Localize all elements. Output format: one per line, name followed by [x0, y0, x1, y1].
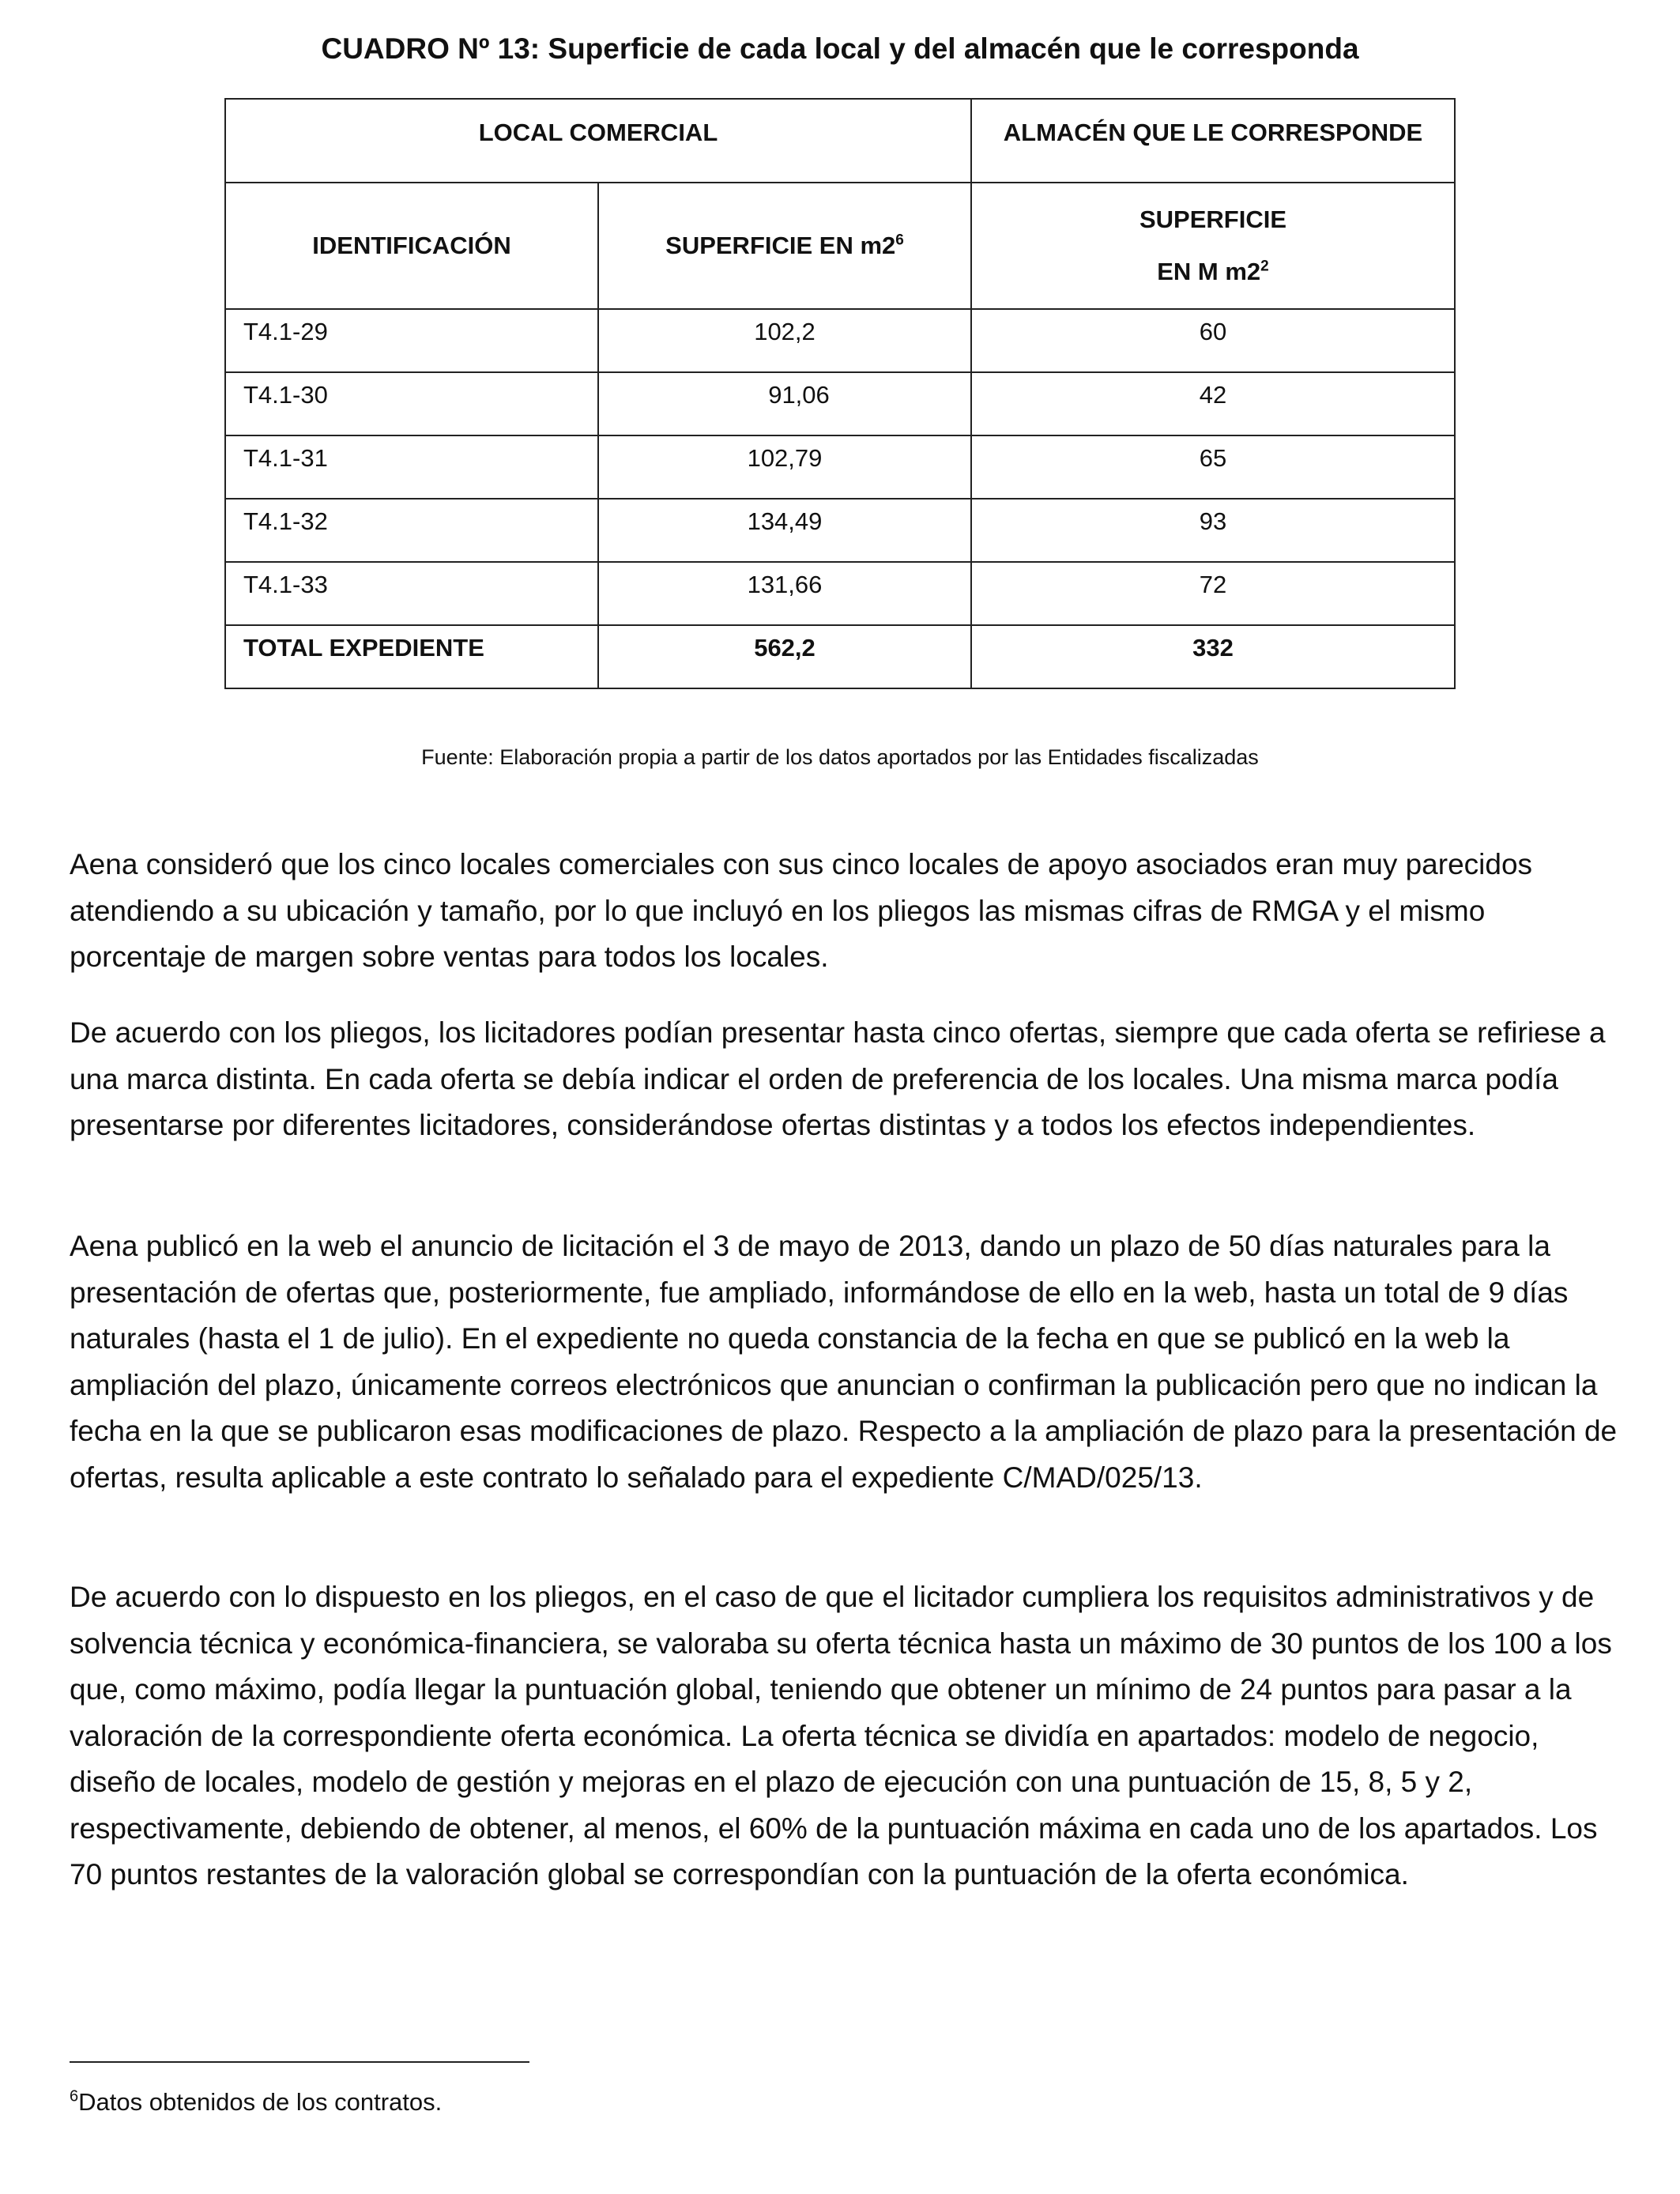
table-total-row: [225, 625, 1455, 688]
table-source-note: Fuente: Elaboración propia a partir de los datos aportados por las Entidades fiscalizadas: [421, 745, 1259, 769]
cell-total-label: TOTAL EXPEDIENTE: [225, 625, 598, 688]
body-paragraph: De acuerdo con lo dispuesto en los pliegos, en el caso de que el licitador cumpliera los requisitos administrativos y de solvencia técnica y económica-financiera, se valoraba su oferta técnica hasta un máximo de 30 puntos de los 100 a los que, como máximo, podía llegar la puntuación global, teniendo que obtener un mínimo de 24 puntos para pasar a la valoración de la correspondiente oferta económica. La oferta técnica se dividía en apartados: modelo de negocio, diseño de locales, modelo de gestión y mejoras en el plazo de ejecución con una puntuación de 15, 8, 5 y 2, respectivamente, debiendo de obtener, al menos, el 60% de la puntuación máxima en cada uno de los apartados. Los 70 puntos restantes de la valoración global se correspondían con la puntuación de la oferta económica.: [70, 1581, 1612, 1891]
column-header-almacen-line1: SUPERFICIE: [1139, 205, 1287, 233]
column-header-identificacion-label: IDENTIFICACIÓN: [312, 232, 511, 259]
footnote-divider: [70, 2061, 529, 2063]
footnote-ref-almacen: 2: [1260, 258, 1269, 275]
cell-identificacion: T4.1-29: [225, 309, 598, 372]
surface-table: [224, 98, 1456, 689]
table-row: [225, 562, 1455, 625]
body-paragraph: Aena consideró que los cinco locales comerciales con sus cinco locales de apoyo asociados eran muy parecidos atendiendo a su ubicación y tamaño, por lo que incluyó en los pliegos las mismas cifras de RMGA y el mismo porcentaje de margen sobre ventas para todos los locales.: [70, 848, 1533, 973]
cell-identificacion: T4.1-32: [225, 499, 598, 562]
page-title: CUADRO Nº 13: Superficie de cada local y del almacén que le corresponda: [321, 32, 1359, 65]
column-header-identificacion: [225, 183, 598, 309]
cell-identificacion: T4.1-33: [225, 562, 598, 625]
column-header-superficie: [598, 183, 971, 309]
table-row: [225, 435, 1455, 499]
cell-almacen: 60: [971, 309, 1455, 372]
cell-superficie: 91,06: [598, 372, 971, 435]
cell-identificacion: T4.1-30: [225, 372, 598, 435]
body-paragraph: Aena publicó en la web el anuncio de licitación el 3 de mayo de 2013, dando un plazo de 50 días naturales para la presentación de ofertas que, posteriormente, fue ampliado, informándose de ello en la web, hasta un total de 9 días naturales (hasta el 1 de julio). En el expediente no queda constancia de la fecha en que se publicó en la web la ampliación del plazo, únicamente correos electrónicos que anuncian o confirman la publicación pero que no indican la fecha en la que se publicaron esas modificaciones de plazo. Respecto a la ampliación de plazo para la presentación de ofertas, resulta aplicable a este contrato lo señalado para el expediente C/MAD/025/13.: [70, 1230, 1618, 1494]
column-header-superficie-label: SUPERFICIE EN m2: [665, 232, 896, 259]
cell-almacen: 42: [971, 372, 1455, 435]
table-group-header-row: [225, 99, 1455, 183]
body-paragraph: De acuerdo con los pliegos, los licitadores podían presentar hasta cinco ofertas, siempre que cada oferta se refiriese a una marca distinta. En cada oferta se debía indicar el orden de preferencia de los locales. Una misma marca podía presentarse por diferentes licitadores, considerándose ofertas distintas y a todos los efectos independientes.: [70, 1016, 1606, 1141]
column-header-almacen-line2: [972, 246, 1454, 298]
cell-almacen: 65: [971, 435, 1455, 499]
table-column-header-row: [225, 183, 1455, 309]
cell-superficie: 134,49: [598, 499, 971, 562]
footnote-text: Datos obtenidos de los contratos.: [78, 2088, 443, 2116]
table-row: [225, 309, 1455, 372]
group-header-almacen: ALMACÉN QUE LE CORRESPONDE: [971, 99, 1455, 183]
cell-identificacion: T4.1-31: [225, 435, 598, 499]
group-header-local: LOCAL COMERCIAL: [225, 99, 971, 183]
cell-superficie: 131,66: [598, 562, 971, 625]
footnote-marker: 6: [70, 2087, 79, 2105]
footnote-ref-superficie: 6: [895, 232, 904, 249]
footnote: [70, 2085, 442, 2120]
table-row: [225, 499, 1455, 562]
cell-superficie: 102,79: [598, 435, 971, 499]
cell-superficie: 102,2: [598, 309, 971, 372]
cell-almacen: 72: [971, 562, 1455, 625]
column-header-almacen-superficie: [971, 183, 1455, 309]
table-row: [225, 372, 1455, 435]
column-header-almacen-line2-text: EN M m2: [1157, 258, 1261, 285]
cell-almacen: 93: [971, 499, 1455, 562]
cell-total-almacen: 332: [971, 625, 1455, 688]
cell-total-superficie: 562,2: [598, 625, 971, 688]
